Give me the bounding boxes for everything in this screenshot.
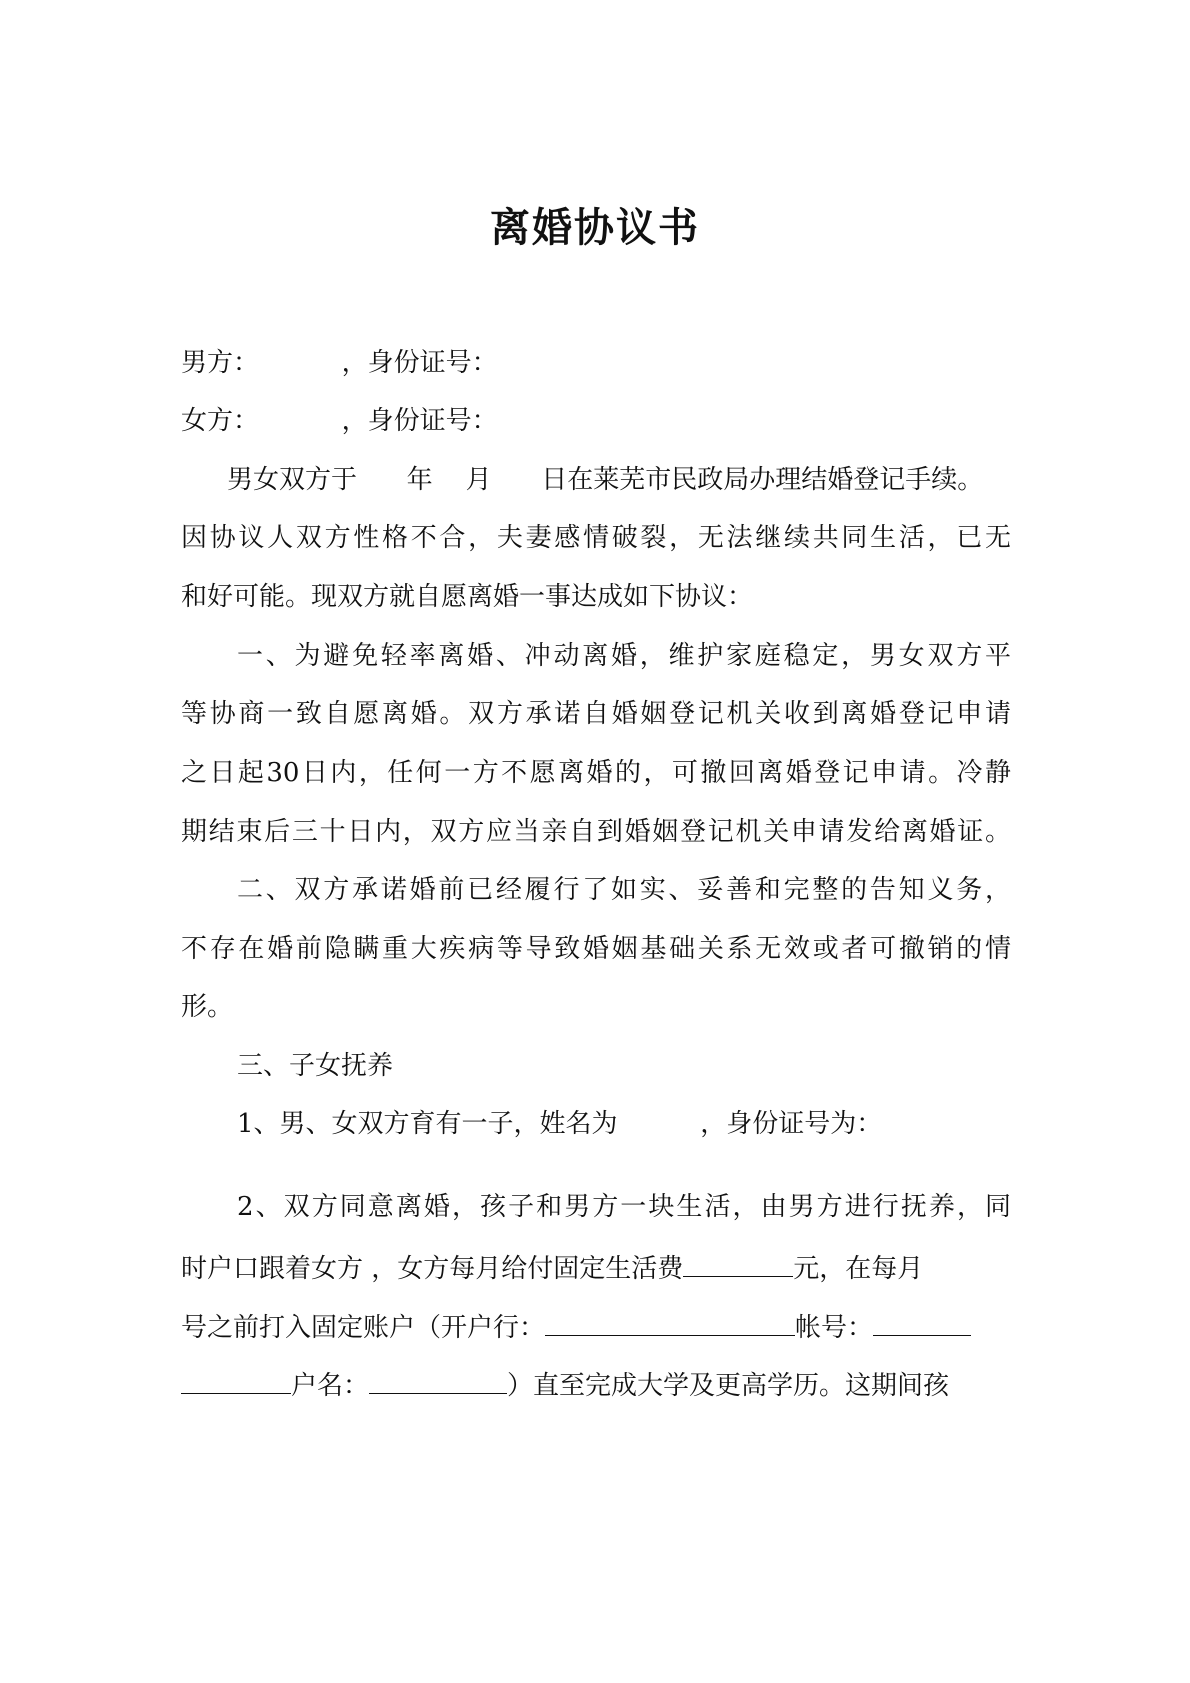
clause3-heading: 三、子女抚养 <box>237 1051 394 1081</box>
clause2-line-1: 二、双方承诺婚前已经履行了如实、妥善和完整的告知义务， <box>237 875 1011 905</box>
clause2-line-3: 形。 <box>181 992 234 1022</box>
clause3-item1: 1、男、女双方育有一子，姓名为 ，身份证号为： <box>237 1109 883 1139</box>
clause2-line-2: 不存在婚前隐瞒重大疾病等导致婚姻基础关系无效或者可撤销的情 <box>181 934 1011 964</box>
bank-name-blank <box>545 1305 795 1336</box>
female-party-line: 女方： ，身份证号： <box>181 406 498 436</box>
item2-line2-text-a: 时户口跟着女方 ，女方每月给付固定生活费 <box>181 1254 684 1284</box>
clause3-item2-line-3 <box>181 1305 1011 1348</box>
clause3-item2-line-4 <box>181 1363 1011 1406</box>
account-number-blank-cont <box>181 1363 291 1394</box>
clause1-line-3: 之日起30日内，任何一方不愿离婚的，可撤回离婚登记申请。冷静 <box>181 758 1011 788</box>
intro-line-3: 和好可能。现双方就自愿离婚一事达成如下协议： <box>181 582 754 612</box>
living-expense-blank <box>683 1246 793 1277</box>
clause3-item2-line-1: 2、双方同意离婚，孩子和男方一块生活，由男方进行抚养，同 <box>237 1192 1011 1222</box>
clause1-line-2: 等协商一致自愿离婚。双方承诺自婚姻登记机关收到离婚登记申请 <box>181 699 1011 729</box>
intro-line-2: 因协议人双方性格不合，夫妻感情破裂，无法继续共同生活，已无 <box>181 523 1011 553</box>
account-holder-blank <box>369 1363 507 1394</box>
item2-line4-text-a: 户名： <box>291 1371 370 1401</box>
clause1-line-4: 期结束后三十日内，双方应当亲自到婚姻登记机关申请发给离婚证。 <box>181 817 1011 847</box>
intro-line-1: 男女双方于 年 月 日在莱芜市民政局办理结婚登记手续。 <box>227 465 984 495</box>
document-title: 离婚协议书 <box>490 204 700 251</box>
item2-line4-text-b: ）直至完成大学及更高学历。这期间孩 <box>507 1371 950 1401</box>
item2-line2-text-b: 元，在每月 <box>793 1254 924 1284</box>
account-number-blank <box>873 1305 971 1336</box>
clause1-line-1: 一、为避免轻率离婚、冲动离婚，维护家庭稳定，男女双方平 <box>237 641 1011 671</box>
item2-line3-text-b: 帐号： <box>795 1313 874 1343</box>
clause3-item2-line-2 <box>181 1246 1011 1289</box>
male-party-line: 男方： ，身份证号： <box>181 348 498 378</box>
item2-line3-text-a: 号之前打入固定账户（开户行： <box>181 1313 546 1343</box>
